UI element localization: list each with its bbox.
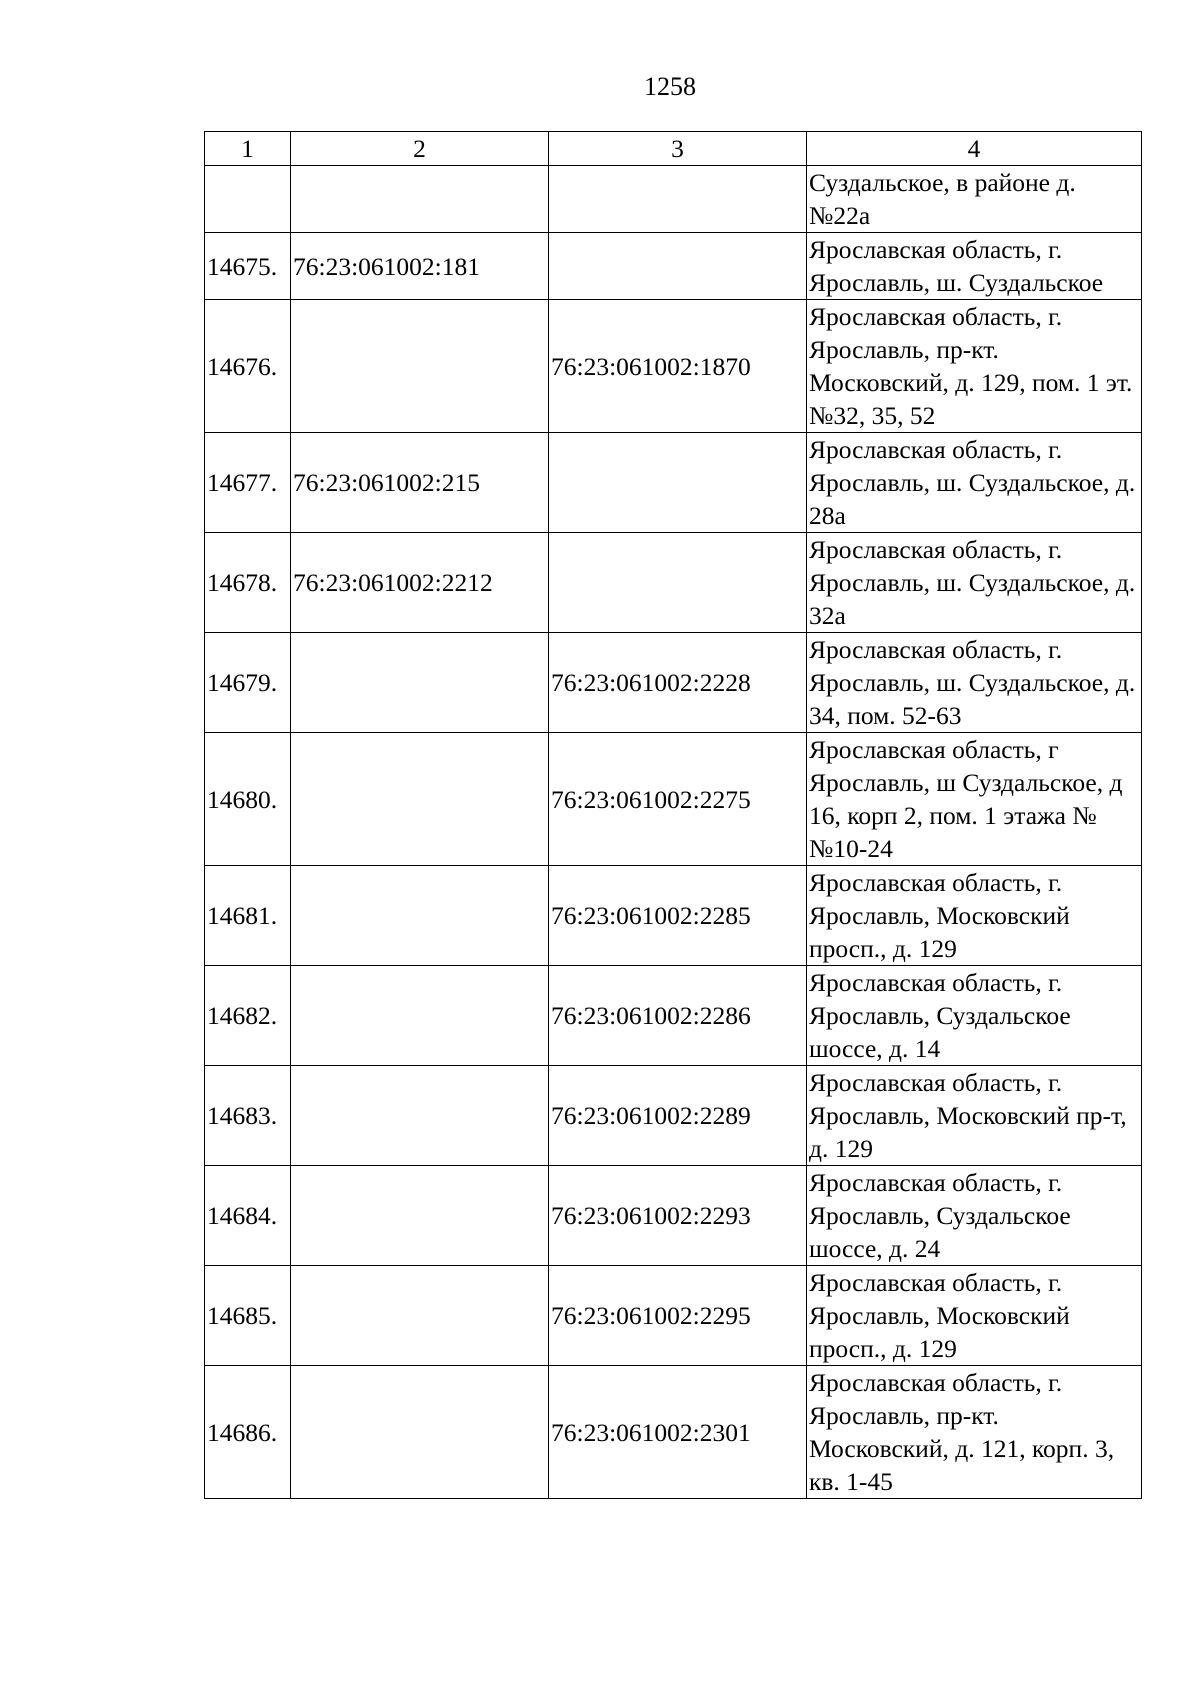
land-cadastral-number-cell: [291, 733, 549, 866]
column-header-4: 4: [807, 132, 1142, 166]
row-number-cell: 14680.: [205, 733, 291, 866]
table-row: [205, 633, 1142, 733]
table-row: [205, 1166, 1142, 1266]
land-cadastral-number-cell: 76:23:061002:181: [291, 233, 549, 300]
row-number-cell: 14676.: [205, 300, 291, 433]
address-cell: Ярославская область, г. Ярославль, Суздальское шоссе, д. 14: [807, 966, 1142, 1066]
row-number-cell: 14683.: [205, 1066, 291, 1166]
object-cadastral-number-cell: 76:23:061002:2293: [549, 1166, 807, 1266]
table-row: [205, 1366, 1142, 1499]
object-cadastral-number-cell: [549, 533, 807, 633]
object-cadastral-number-cell: [549, 433, 807, 533]
row-number-cell: 14678.: [205, 533, 291, 633]
land-cadastral-number-cell: [291, 633, 549, 733]
registry-table: [204, 131, 1142, 1499]
table-body: [205, 166, 1142, 1499]
row-number-cell: [205, 166, 291, 233]
object-cadastral-number-cell: 76:23:061002:2289: [549, 1066, 807, 1166]
table-row: [205, 166, 1142, 233]
row-number-cell: 14685.: [205, 1266, 291, 1366]
table-header-row: [205, 132, 1142, 166]
page-number: 1258: [644, 72, 696, 101]
table-row: [205, 300, 1142, 433]
land-cadastral-number-cell: 76:23:061002:215: [291, 433, 549, 533]
land-cadastral-number-cell: [291, 966, 549, 1066]
object-cadastral-number-cell: 76:23:061002:2295: [549, 1266, 807, 1366]
object-cadastral-number-cell: 76:23:061002:2285: [549, 866, 807, 966]
land-cadastral-number-cell: [291, 166, 549, 233]
row-number-cell: 14677.: [205, 433, 291, 533]
object-cadastral-number-cell: 76:23:061002:2301: [549, 1366, 807, 1499]
land-cadastral-number-cell: [291, 1366, 549, 1499]
address-cell: Ярославская область, г. Ярославль, Суздальское шоссе, д. 24: [807, 1166, 1142, 1266]
address-cell: Ярославская область, г Ярославль, ш Суздальское, д 16, корп 2, пом. 1 этажа №№10-24: [807, 733, 1142, 866]
land-cadastral-number-cell: 76:23:061002:2212: [291, 533, 549, 633]
table-row: [205, 233, 1142, 300]
object-cadastral-number-cell: 76:23:061002:2286: [549, 966, 807, 1066]
row-number-cell: 14675.: [205, 233, 291, 300]
address-cell: Ярославская область, г. Ярославль, пр-кт. Московский, д. 129, пом. 1 эт. №32, 35, 52: [807, 300, 1142, 433]
object-cadastral-number-cell: [549, 233, 807, 300]
land-cadastral-number-cell: [291, 1266, 549, 1366]
row-number-cell: 14684.: [205, 1166, 291, 1266]
table-row: [205, 966, 1142, 1066]
row-number-cell: 14681.: [205, 866, 291, 966]
table-row: [205, 1066, 1142, 1166]
land-cadastral-number-cell: [291, 1166, 549, 1266]
row-number-cell: 14686.: [205, 1366, 291, 1499]
table-row: [205, 433, 1142, 533]
land-cadastral-number-cell: [291, 1066, 549, 1166]
row-number-cell: 14682.: [205, 966, 291, 1066]
object-cadastral-number-cell: 76:23:061002:2275: [549, 733, 807, 866]
object-cadastral-number-cell: [549, 166, 807, 233]
row-number-cell: 14679.: [205, 633, 291, 733]
table-row: [205, 533, 1142, 633]
column-header-1: 1: [205, 132, 291, 166]
object-cadastral-number-cell: 76:23:061002:1870: [549, 300, 807, 433]
table-row: [205, 866, 1142, 966]
land-cadastral-number-cell: [291, 866, 549, 966]
address-cell: Ярославская область, г. Ярославль, Московский просп., д. 129: [807, 1266, 1142, 1366]
address-cell: Ярославская область, г. Ярославль, ш. Суздальское: [807, 233, 1142, 300]
address-cell: Ярославская область, г. Ярославль, пр-кт. Московский, д. 121, корп. 3, кв. 1-45: [807, 1366, 1142, 1499]
land-cadastral-number-cell: [291, 300, 549, 433]
address-cell: Ярославская область, г. Ярославль, ш. Суздальское, д. 32а: [807, 533, 1142, 633]
address-cell: Ярославская область, г. Ярославль, ш. Суздальское, д. 34, пом. 52-63: [807, 633, 1142, 733]
address-cell: Ярославская область, г. Ярославль, Московский пр-т, д. 129: [807, 1066, 1142, 1166]
table-row: [205, 1266, 1142, 1366]
object-cadastral-number-cell: 76:23:061002:2228: [549, 633, 807, 733]
table-row: [205, 733, 1142, 866]
column-header-3: 3: [549, 132, 807, 166]
address-cell: Ярославская область, г. Ярославль, Московский просп., д. 129: [807, 866, 1142, 966]
address-cell: Ярославская область, г. Ярославль, ш. Суздальское, д. 28а: [807, 433, 1142, 533]
column-header-2: 2: [291, 132, 549, 166]
address-cell: Суздальское, в районе д. №22а: [807, 166, 1142, 233]
